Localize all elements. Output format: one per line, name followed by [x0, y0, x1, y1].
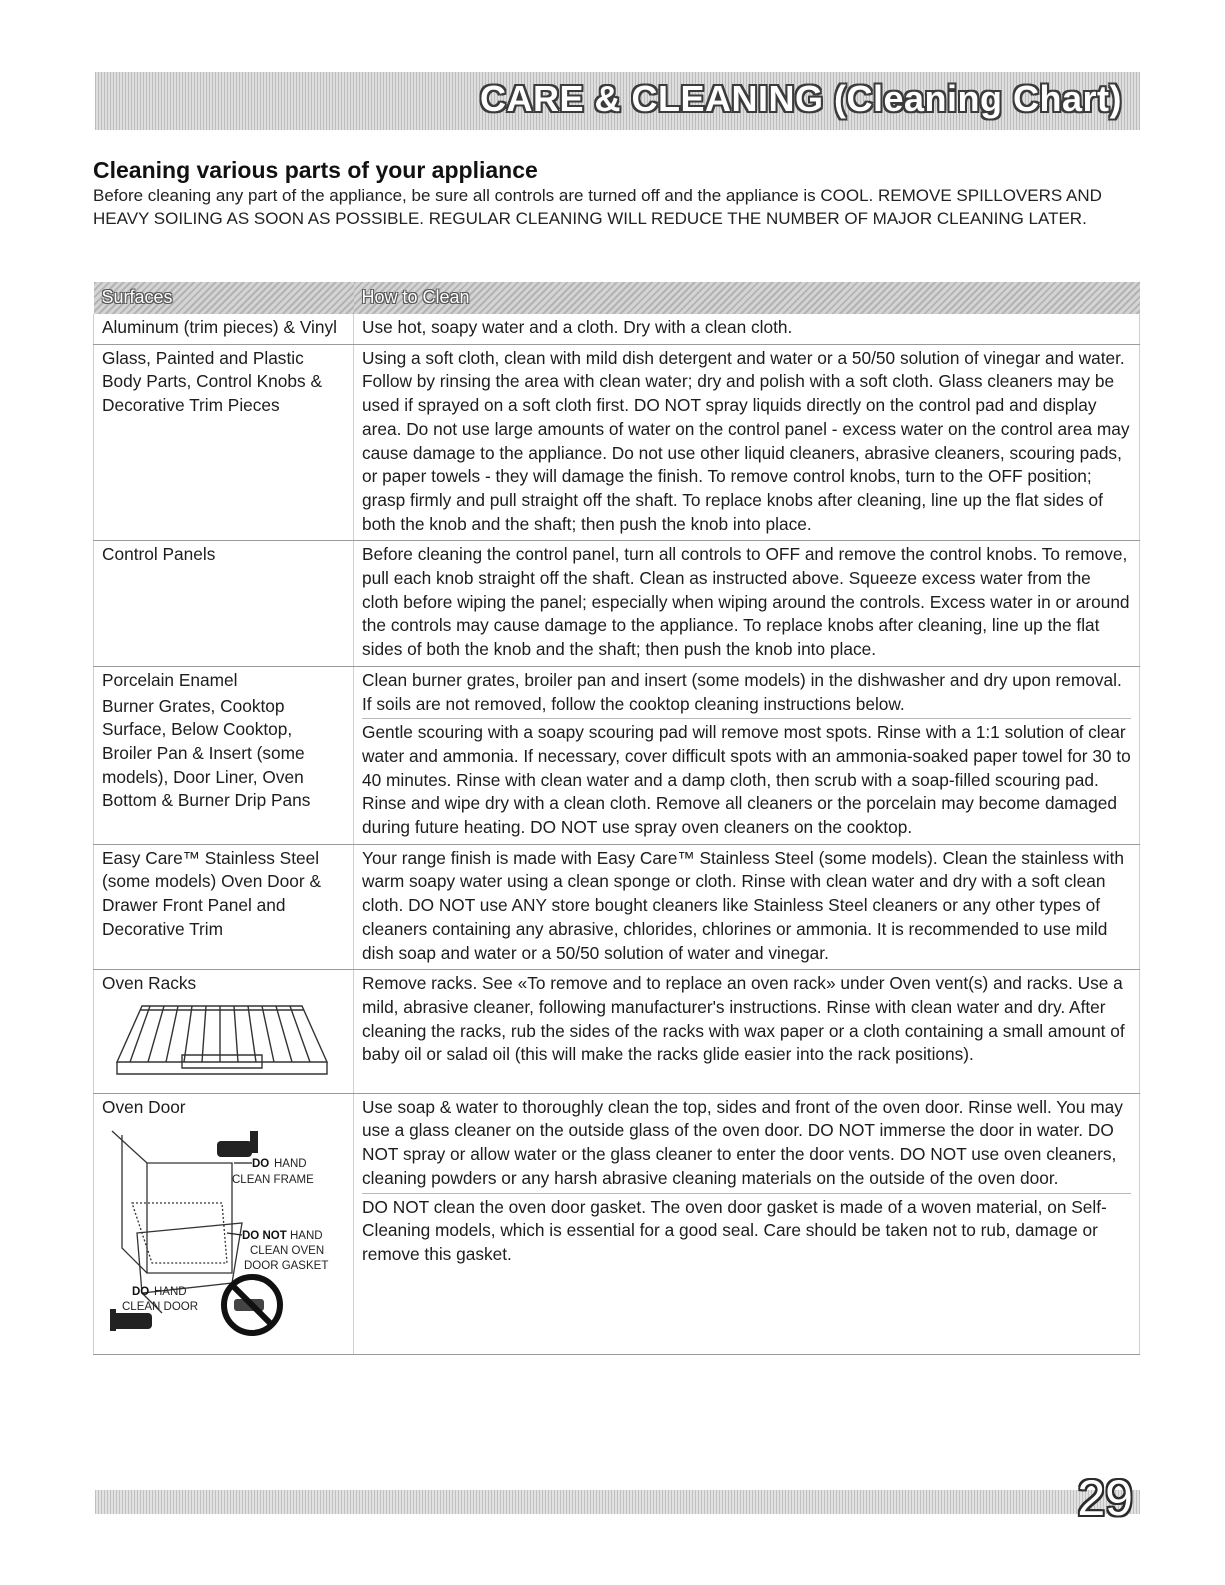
page-number: 29 [1077, 1470, 1133, 1526]
frame-do-label: DO [252, 1158, 270, 1171]
table-row [94, 1093, 1140, 1354]
surface-cell: Control Panels [94, 541, 354, 667]
cleaning-chart [93, 282, 1140, 1355]
how-cell [354, 666, 1140, 844]
prohibited-icon [224, 1277, 280, 1333]
title-banner [95, 72, 1140, 130]
door-clean-label: CLEAN DOOR [122, 1301, 199, 1314]
surface-cell: Aluminum (trim pieces) & Vinyl [94, 314, 354, 344]
door-hand-label: HAND [154, 1286, 187, 1299]
how-text: Use soap & water to thoroughly clean the top, sides and front of the oven door. Rinse well. You may use a glass cleaner on the outside glass of the oven door. DO NOT immerse the door in water. DO NOT spray or allow water or the glass cleaner to enter the door vents. DO NOT use oven cleaners, cleaning powders or any harsh abrasive cleaning materials on the outside of the oven door. [362, 1096, 1123, 1188]
surface-cell: Glass, Painted and Plastic Body Parts, Control Knobs & Decorative Trim Pieces [94, 344, 354, 541]
frame-hand-label: HAND [274, 1158, 307, 1171]
oven-rack-icon [102, 1000, 332, 1082]
how-cell: Your range finish is made with Easy Care™ Stainless Steel (some models). Clean the stainless with warm soapy water using a clean sponge or cloth. Rinse with clean water and dry with a soft clean cloth. DO NOT use ANY store bought cleaners like Stainless Steel cleaners or any other types of cleaners containing any abrasive, chlorides, chlorines or ammonia. It is recommended to use mild dish soap and water or a 50/50 solution of water and vinegar. [354, 844, 1140, 970]
how-text: Clean burner grates, broiler pan and insert (some models) in the dishwasher and dry upon removal. If soils are not removed, follow the cooktop cleaning instructions below. [362, 669, 1122, 714]
table-row [94, 970, 1140, 1093]
table-row [94, 344, 1140, 541]
section-title: Cleaning various parts of your appliance [93, 157, 538, 183]
page-title: CARE & CLEANING (Cleaning Chart) [479, 78, 1122, 119]
how-text: DO NOT clean the oven door gasket. The oven door gasket is made of a woven material, on Self-Cleaning models, which is essential for a good seal. Care should be taken not to rub, damage or remove this gasket. [362, 1193, 1131, 1267]
how-cell [354, 1093, 1140, 1354]
how-cell: Remove racks. See «To remove and to replace an oven rack» under Oven vent(s) and racks. Use a mild, abrasive cleaner, following manufacturer's instructions. Rinse with clean water and dry. After cleaning the racks, rub the sides of the racks with wax paper or a cloth containing a small amount of baby oil or salad oil (this will make the racks glide easier into the rack positions). [354, 970, 1140, 1093]
surface-cell [94, 1093, 354, 1354]
how-cell: Before cleaning the control panel, turn all controls to OFF and remove the control knobs. To remove, pull each knob straight off the shaft. Clean as instructed above. Squeeze excess water from the cloth before wiping the panel; especially when wiping around the controls. Excess water in or around the controls may cause damage to the appliance. To replace knobs after cleaning, line up the flat sides of both the knob and the shaft; then push the knob into place. [354, 541, 1140, 667]
frame-clean-label: CLEAN FRAME [232, 1174, 314, 1187]
table-row [94, 666, 1140, 844]
header-surfaces: Surfaces [94, 282, 354, 314]
how-cell: Using a soft cloth, clean with mild dish detergent and water or a 50/50 solution of vinegar and water. Follow by rinsing the area with clean water; dry and polish with a soft cloth. Glass cleaners may be used if sprayed on a soft cloth first. DO NOT spray liquids directly on the control pad and display area. Do not use large amounts of water on the control panel - excess water on the control area may cause damage to the appliance. Do not use other liquid cleaners, abrasive cleaners, scouring pads, or paper towels - they will damage the finish. To remove control knobs, turn to the OFF position; grasp firmly and pull straight off the shaft. To replace knobs after cleaning, line up the flat sides of both the knob and the shaft; then push the knob into place. [354, 344, 1140, 541]
surface-label: Oven Door [102, 1096, 186, 1117]
surface-cell [94, 970, 354, 1093]
table-row [94, 541, 1140, 667]
how-text: Gentle scouring with a soapy scouring pad will remove most spots. Rinse with a 1:1 solution of clear water and ammonia. If necessary, cover difficult spots with an ammonia-soaked paper towel for 30 to 40 minutes. Rinse with clean water and a damp cloth, then scrub with a soap-filled scouring pad. Rinse and wipe dry with a clean cloth. Remove all cleaners or the porcelain may become damaged during future heating. DO NOT use spray oven cleaners on the cooktop. [362, 718, 1131, 840]
door-do-label: DO [132, 1286, 150, 1299]
gasket-donot-label: DO NOT [242, 1230, 287, 1243]
table-row [94, 314, 1140, 344]
surface-cell: Easy Care™ Stainless Steel (some models) Oven Door & Drawer Front Panel and Decorative Trim [94, 844, 354, 970]
table-row [94, 844, 1140, 970]
surface-cell [94, 666, 354, 844]
header-how-to-clean: How to Clean [354, 282, 1140, 314]
oven-door-diagram [102, 1123, 342, 1343]
surface-sublabel: Burner Grates, Cooktop Surface, Below Cooktop, Broiler Pan & Insert (some models), Door Liner, Oven Bottom & Burner Drip Pans [102, 695, 311, 811]
gasket-clean2-label: DOOR GASKET [244, 1260, 329, 1273]
surface-label: Porcelain Enamel [102, 669, 238, 690]
how-cell: Use hot, soapy water and a cloth. Dry with a clean cloth. [354, 314, 1140, 344]
footer-bar [95, 1490, 1140, 1514]
gasket-hand-label: HAND [290, 1230, 323, 1243]
surface-label: Oven Racks [102, 973, 197, 994]
table-header-row [94, 282, 1140, 314]
gasket-clean1-label: CLEAN OVEN [250, 1245, 325, 1258]
intro-text: Before cleaning any part of the appliance, be sure all controls are turned off and the appliance is COOL. REMOVE SPILLOVERS AND HEAVY SOILING AS SOON AS POSSIBLE. REGULAR CLEANING WILL REDUCE THE NUMBER OF MAJOR CLEANING LATER. [93, 186, 1102, 228]
